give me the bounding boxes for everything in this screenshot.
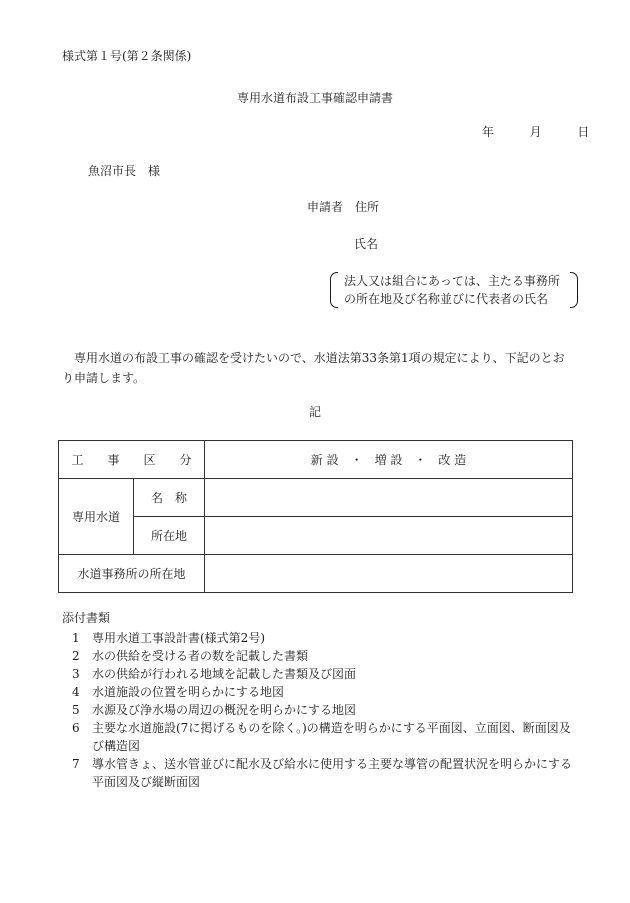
- list-item: [62, 665, 572, 683]
- date-day: 日: [577, 125, 590, 139]
- application-table: [58, 440, 573, 593]
- table-row: [59, 517, 573, 555]
- list-item-text: 導水管きょ、送水管並びに配水及び給水に使用する主要な導管の配置状況を明らかにする平面図及び縦断面図: [92, 757, 573, 789]
- attachments-list: [62, 629, 572, 791]
- list-item-text: 水道施設の位置を明らかにする地図: [92, 685, 285, 699]
- application-statement: 専用水道の布設工事の確認を受けたいので、水道法第33条第1項の規定により、下記のとおり申請します。: [62, 351, 565, 385]
- list-item-text: 水の供給が行われる地域を記載した書類及び図面: [92, 667, 357, 681]
- list-item: [62, 647, 572, 665]
- table-row: [59, 441, 573, 479]
- left-bracket: [330, 272, 338, 308]
- date-line: [482, 124, 589, 140]
- list-item-text: 水の供給を受ける者の数を記載した書類: [92, 649, 309, 663]
- list-item-number: 7: [72, 757, 80, 771]
- location-value: [205, 517, 573, 555]
- name-label: 名 称: [134, 479, 205, 517]
- list-item-number: 6: [72, 721, 80, 735]
- corporate-note-line1: 法人又は組合にあっては、主たる事務所: [344, 274, 560, 288]
- name-value: [205, 479, 573, 517]
- document-title: 専用水道布設工事確認申請書: [236, 91, 393, 105]
- office-location-value: [205, 555, 573, 593]
- corporate-note: [330, 272, 578, 308]
- right-bracket: [570, 272, 578, 308]
- corporate-note-line2: の所在地及び名称並びに代表者の氏名: [344, 292, 549, 306]
- list-item-number: 5: [72, 703, 80, 717]
- list-item: [62, 701, 572, 719]
- list-item-number: 1: [72, 631, 80, 645]
- list-item: [62, 683, 572, 701]
- list-item: [62, 719, 572, 755]
- office-location-label: 水道事務所の所在地: [59, 555, 205, 593]
- list-item-number: 3: [72, 667, 80, 681]
- list-item-number: 2: [72, 649, 80, 663]
- table-row: [59, 555, 573, 593]
- list-item-text: 主要な水道施設(7に掲げるものを除く。)の構造を明らかにする平面図、立面図、断面図及び構造図: [92, 721, 571, 753]
- list-item-text: 専用水道工事設計書(様式第2号): [92, 631, 265, 645]
- work-type-options: 新 設 ・ 増 設 ・ 改 造: [205, 441, 573, 479]
- dedicated-waterworks-label: 専用水道: [59, 479, 134, 555]
- location-label: 所在地: [134, 517, 205, 555]
- list-item-text: 水源及び浄水場の周辺の概況を明らかにする地図: [92, 703, 357, 717]
- list-item: [62, 629, 572, 647]
- form-number: 様式第１号(第２条関係): [62, 49, 192, 63]
- attachments-title: 添付書類: [62, 611, 111, 625]
- date-month: 月: [529, 125, 542, 139]
- applicant-address-label: 申請者 住所: [307, 200, 380, 214]
- table-row: [59, 479, 573, 517]
- list-item: [62, 755, 572, 791]
- list-item-number: 4: [72, 685, 80, 699]
- work-type-label: 工 事 区 分: [59, 441, 205, 479]
- addressee: 魚沼市長 様: [88, 164, 161, 178]
- date-year: 年: [482, 125, 495, 139]
- applicant-name-label: 氏名: [354, 237, 379, 251]
- ki-heading: 記: [308, 405, 321, 419]
